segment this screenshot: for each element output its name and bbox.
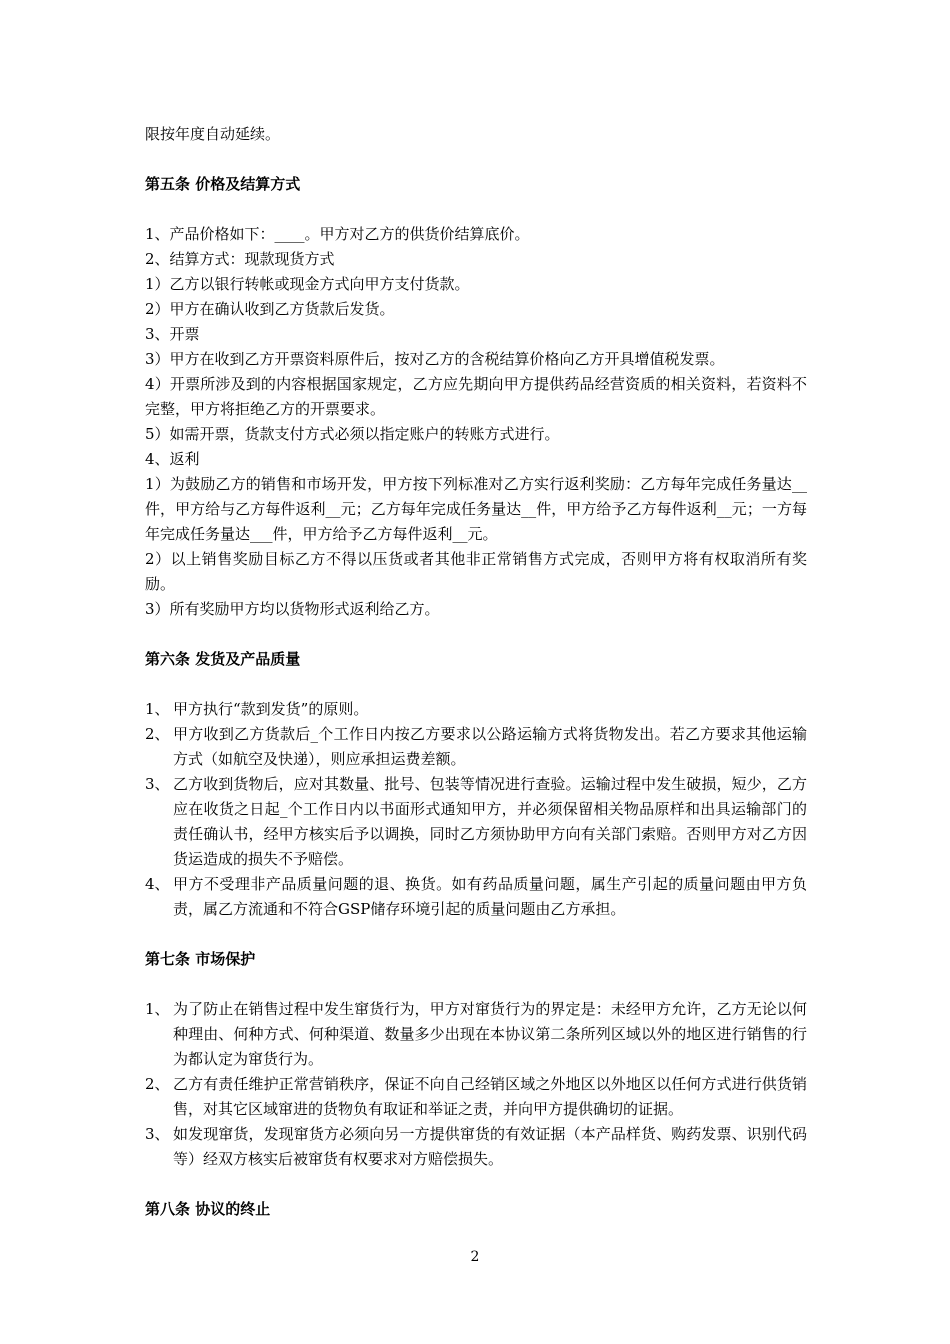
section-5-line: 1、产品价格如下：____。甲方对乙方的供货价结算底价。 [145, 225, 530, 243]
section-8-heading: 第八条 协议的终止 [145, 1200, 271, 1218]
list-item-number: 3、 [145, 775, 170, 793]
section-5-body [145, 222, 807, 622]
section-5-heading: 第五条 价格及结算方式 [145, 175, 301, 193]
list-item-text: 甲方执行“款到发货”的原则。 [173, 700, 369, 718]
list-item-text: 甲方收到乙方货款后_个工作日内按乙方要求以公路运输方式将货物发出。若乙方要求其他运输方式（如航空及快递），则应承担运费差额。 [173, 725, 807, 768]
list-item-number: 1、 [145, 700, 170, 718]
document-body [145, 122, 807, 1222]
list-item-number: 4、 [145, 875, 170, 893]
section-6-list [145, 697, 807, 922]
list-item-text: 乙方收到货物后，应对其数量、批号、包装等情况进行查验。运输过程中发生破损，短少，乙方应在收货之日起_个工作日内以书面形式通知甲方，并必须保留相关物品原样和出具运输部门的责任确认书，经甲方核实后予以调换，同时乙方须协助甲方向有关部门索赔。否则甲方对乙方因货运造成的损失不予赔偿。 [173, 775, 807, 868]
list-item [145, 772, 807, 872]
section-5-line: 2）甲方在确认收到乙方货款后发货。 [145, 300, 395, 318]
section-7-heading: 第七条 市场保护 [145, 950, 256, 968]
list-item-text: 甲方不受理非产品质量问题的退、换货。如有药品质量问题，属生产引起的质量问题由甲方负责，属乙方流通和不符合GSP储存环境引起的质量问题由乙方承担。 [173, 875, 807, 918]
section-6-heading: 第六条 发货及产品质量 [145, 650, 301, 668]
list-item [145, 722, 807, 772]
page-number: 2 [470, 1249, 480, 1265]
intro-continuation: 限按年度自动延续。 [145, 125, 281, 143]
list-item-text: 为了防止在销售过程中发生窜货行为，甲方对窜货行为的界定是：未经甲方允许，乙方无论以何种理由、何种方式、何种渠道、数量多少出现在本协议第二条所列区域以外的地区进行销售的行为都认定为窜货行为。 [173, 1000, 807, 1068]
section-5-line: 4）开票所涉及到的内容根据国家规定，乙方应先期向甲方提供药品经营资质的相关资料，若资料不完整，甲方将拒绝乙方的开票要求。 [145, 375, 807, 418]
list-item-number: 2、 [145, 1075, 170, 1093]
section-5-line: 2、结算方式：现款现货方式 [145, 250, 335, 268]
list-item-number: 1、 [145, 1000, 170, 1018]
list-item [145, 1072, 807, 1122]
list-item [145, 1122, 807, 1172]
list-item-text: 乙方有责任维护正常营销秩序，保证不向自己经销区域之外地区以外地区以任何方式进行供货销售，对其它区域窜进的货物负有取证和举证之责，并向甲方提供确切的证据。 [173, 1075, 807, 1118]
list-item-text: 如发现窜货，发现窜货方必须向另一方提供窜货的有效证据（本产品样货、购药发票、识别代码等）经双方核实后被窜货有权要求对方赔偿损失。 [173, 1125, 807, 1168]
section-5-line: 1）为鼓励乙方的销售和市场开发，甲方按下列标准对乙方实行返利奖励：乙方每年完成任务量达__件，甲方给与乙方每件返利__元；乙方每年完成任务量达__件，甲方给予乙方每件返利__元；一方每年完成任务量达___件，甲方给予乙方每件返利__元。 [145, 475, 807, 543]
section-5-line: 1）乙方以银行转帐或现金方式向甲方支付货款。 [145, 275, 470, 293]
section-7-list [145, 997, 807, 1172]
section-5-line: 4、返利 [145, 450, 200, 468]
list-item [145, 872, 807, 922]
list-item [145, 697, 807, 722]
list-item-number: 3、 [145, 1125, 170, 1143]
section-5-line: 2）以上销售奖励目标乙方不得以压货或者其他非正常销售方式完成，否则甲方将有权取消所有奖励。 [145, 550, 807, 593]
section-5-line: 5）如需开票，货款支付方式必须以指定账户的转账方式进行。 [145, 425, 560, 443]
section-5-line: 3）甲方在收到乙方开票资料原件后，按对乙方的含税结算价格向乙方开具增值税发票。 [145, 350, 725, 368]
section-5-line: 3、开票 [145, 325, 200, 343]
list-item-number: 2、 [145, 725, 170, 743]
section-5-line: 3）所有奖励甲方均以货物形式返利给乙方。 [145, 600, 440, 618]
list-item [145, 997, 807, 1072]
